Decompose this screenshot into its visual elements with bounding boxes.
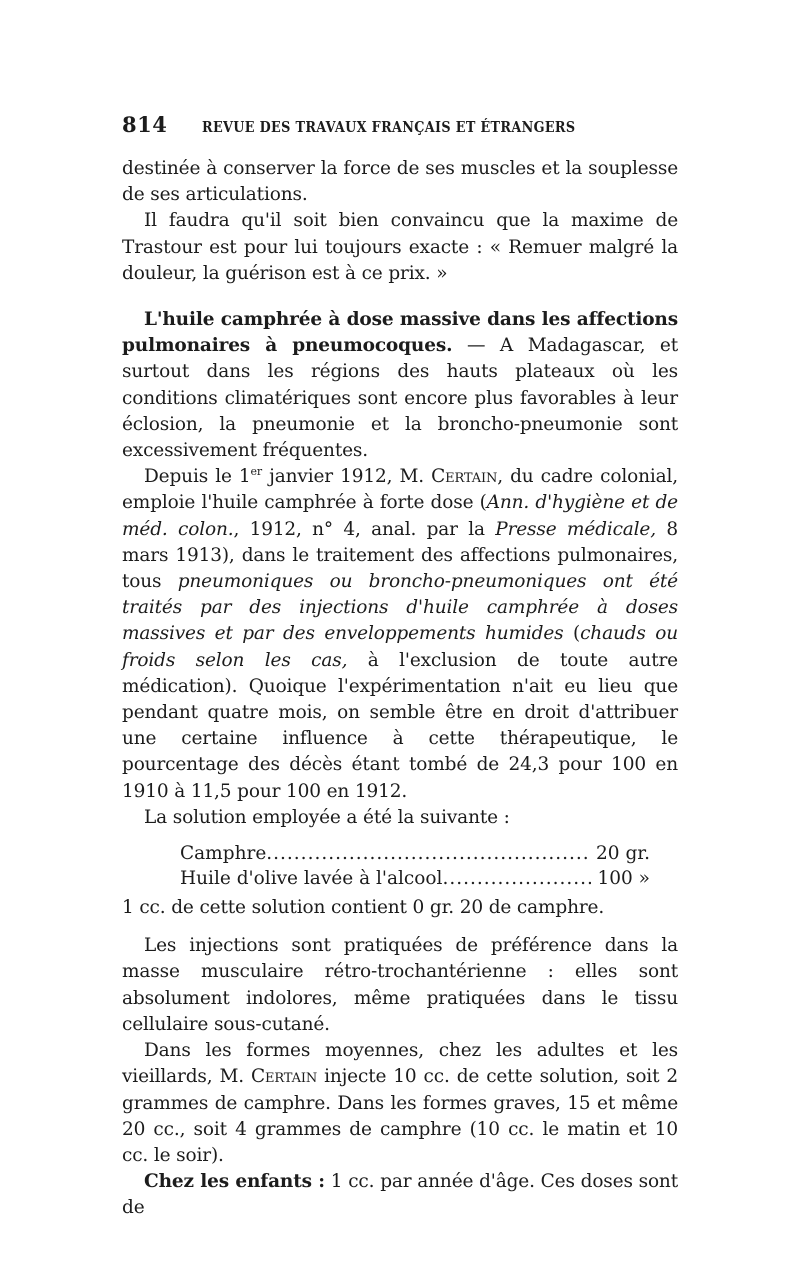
page-number: 814 bbox=[122, 112, 168, 137]
journal-reference: Ann. d'hygiène et de méd. colon. bbox=[122, 492, 678, 540]
section-gap bbox=[122, 287, 678, 307]
paragraph-7: Les injections sont pratiquées de préférence dans la masse musculaire rétro-trochantérienne : elles sont absolument indolores, même pratiquées dans le tissu cellulaire sous-cutané. bbox=[122, 935, 678, 1035]
formula-table bbox=[180, 841, 678, 891]
p8-text-b: injecte 10 cc. de cette solution, soit 2 grammes de camphre. Dans les formes graves, 15 et même 20 cc., soit 4 grammes de camphre (10 cc. le matin et 10 cc. le soir). bbox=[122, 1066, 678, 1166]
formula-quantity: 100 » bbox=[597, 868, 650, 890]
paragraph-3 bbox=[122, 307, 678, 464]
section-gap bbox=[122, 921, 678, 933]
p4-text-f: ( bbox=[563, 623, 581, 645]
p4-text-d: , 1912, n° 4, anal. par la bbox=[233, 518, 496, 540]
p4-text-b: janvier 1912, M. bbox=[262, 466, 432, 488]
p4-text-e: 8 mars 1913), dans le traitement des affections pulmonaires, tous bbox=[122, 518, 678, 593]
header-title: REVUE DES TRAVAUX FRANÇAIS ET ÉTRANGERS bbox=[202, 119, 576, 136]
p4-italic-treatment: pneumoniques ou broncho-pneumoniques ont été traités par des injections d'huile camphrée à doses massives et par des enveloppements humides bbox=[122, 571, 678, 645]
paragraph-4 bbox=[122, 464, 678, 805]
paragraph-6: 1 cc. de cette solution contient 0 gr. 20 de camphre. bbox=[122, 897, 605, 919]
paragraph-3-text: — A Madagascar, et surtout dans les régions des hauts plateaux où les conditions climatériques sont encore plus favorables à leur éclosion, la pneumonie et la broncho-pneumonie sont excessivement fréquentes. bbox=[122, 335, 678, 462]
p4-superscript: er bbox=[250, 465, 263, 479]
running-header bbox=[122, 112, 678, 142]
paragraph-5: La solution employée a été la suivante : bbox=[144, 806, 510, 828]
p8-text-a: Dans les formes moyennes, chez les adultes et les vieillards, M. bbox=[122, 1040, 678, 1088]
paragraph-9-text: 1 cc. par année d'âge. Ces doses sont de bbox=[122, 1171, 678, 1219]
document-page bbox=[122, 112, 678, 1222]
p4-text-g: à l'exclusion de toute autre médication). Quoique l'expérimentation n'ait eu lieu que pendant quatre mois, on semble être en droit d'attribuer une certaine influence à cette thérapeutique, le pourcentage des décès étant tombé de 24,3 pour 100 en 1910 à 11,5 pour 100 en 1912. bbox=[122, 649, 678, 802]
dot-leader bbox=[266, 841, 590, 866]
p4-text-a: Depuis le 1 bbox=[144, 466, 251, 488]
press-reference: Presse médicale, bbox=[495, 518, 656, 540]
author-name: Certain bbox=[251, 1066, 318, 1088]
dot-leader bbox=[442, 866, 591, 891]
formula-ingredient: Camphre bbox=[180, 843, 267, 865]
p4-italic-conditions: chauds ou froids selon les cas, bbox=[122, 623, 678, 671]
author-name: Certain bbox=[431, 466, 498, 488]
p4-text-c: , du cadre colonial, emploie l'huile camphrée à forte dose ( bbox=[122, 466, 678, 514]
formula-ingredient: Huile d'olive lavée à l'alcool bbox=[180, 868, 443, 890]
section-heading-camphor-oil: L'huile camphrée à dose massive dans les affections pulmonaires à pneumocoques. bbox=[122, 309, 678, 357]
formula-row bbox=[180, 866, 650, 891]
paragraph-8 bbox=[122, 1038, 678, 1169]
children-heading: Chez les enfants : bbox=[144, 1171, 325, 1193]
paragraph-9 bbox=[122, 1169, 678, 1221]
formula-quantity: 20 gr. bbox=[596, 843, 650, 865]
paragraph-1: destinée à conserver la force de ses muscles et la souplesse de ses articulations. bbox=[122, 158, 678, 206]
formula-row bbox=[180, 841, 650, 866]
paragraph-2: Il faudra qu'il soit bien convaincu que la maxime de Trastour est pour lui toujours exacte : « Remuer malgré la douleur, la guérison est à ce prix. » bbox=[122, 210, 678, 284]
